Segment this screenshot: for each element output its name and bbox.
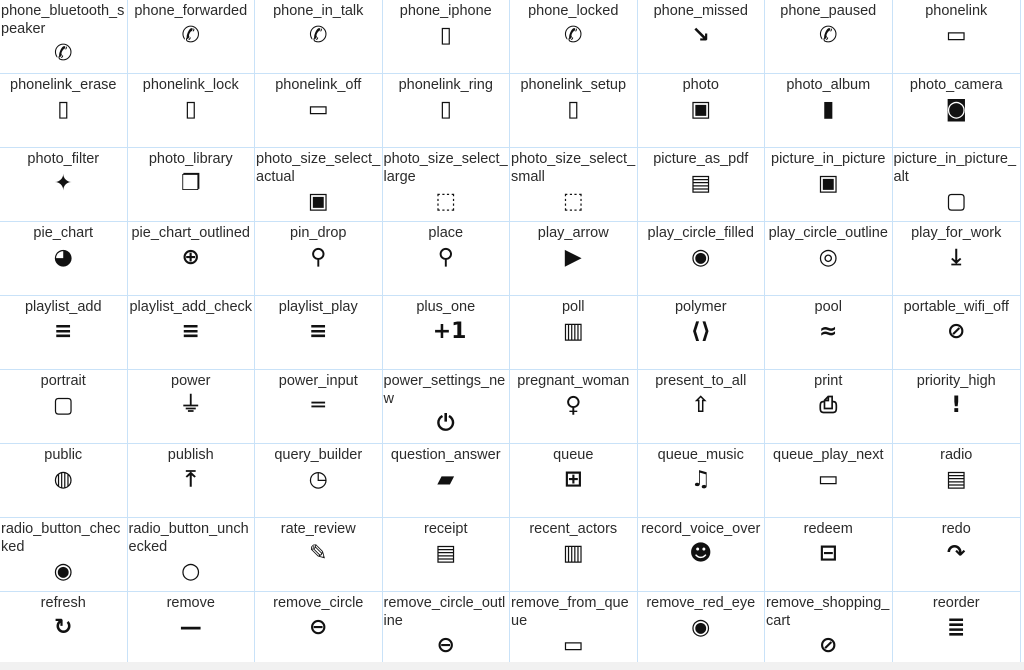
icon-cell-phone-forwarded[interactable] [128,0,256,74]
icon-cell-pie-chart[interactable] [0,222,128,296]
icon-cell-print[interactable] [765,370,893,444]
phone-forwarded-icon: ✆ [181,23,200,48]
icon-cell-remove[interactable] [128,592,256,666]
phonelink-ring-icon: ▯ [439,97,452,122]
icon-cell-radio-button-checked[interactable] [0,518,128,592]
icon-cell-queue[interactable] [510,444,638,518]
icon-cell-pool[interactable] [765,296,893,370]
place-icon: ⚲ [437,245,454,270]
icon-label: picture_in_picture_alt [893,151,1017,185]
icon-cell-phonelink-setup[interactable] [510,74,638,148]
icon-label: picture_in_picture [771,151,886,167]
icon-cell-photo-size-select-actual[interactable] [255,148,383,222]
icon-label: plus_one [416,299,476,315]
smartphone-icon: ▯ [439,23,452,48]
icon-label: play_circle_outline [768,225,888,241]
playlist-add-check-icon: ≡ [181,319,200,344]
icon-label: remove_circle [273,595,364,611]
icon-label: question_answer [390,447,501,463]
redo-icon: ↷ [947,541,966,566]
record-voice-over-icon: ☻ [689,541,713,566]
icon-label: public [44,447,83,463]
icon-label: phone_forwarded [134,3,248,19]
icon-label: picture_as_pdf [653,151,749,167]
icon-cell-photo-size-select-small[interactable] [510,148,638,222]
icon-label: query_builder [274,447,363,463]
playlist-add-icon: ≡ [54,319,73,344]
icon-cell-queue-music[interactable] [638,444,766,518]
icon-label: refresh [40,595,86,611]
icon-cell-power-input[interactable] [255,370,383,444]
icon-label: photo_filter [27,151,100,167]
phonelink-lock-icon: ▯ [184,97,197,122]
icon-label: phone_bluetooth_speaker [1,3,125,37]
priority-high-icon: ! [951,393,962,418]
icon-label: radio_button_checked [1,521,121,555]
icon-label: polymer [674,299,727,315]
polymer-icon: ⟨⟩ [690,319,711,344]
icon-label: pin_drop [290,225,347,241]
icon-label: reorder [932,595,980,611]
icon-cell-photo-album[interactable] [765,74,893,148]
icon-cell-priority-high[interactable] [893,370,1021,444]
radio-icon: ▤ [945,467,967,492]
icon-label: power_settings_new [383,373,506,407]
icon-cell-photo-library[interactable] [128,148,256,222]
icon-cell-polymer[interactable] [638,296,766,370]
icon-label: phonelink_off [275,77,362,93]
icon-label: redo [941,521,971,537]
icon-label: recent_actors [529,521,618,537]
icon-label: receipt [423,521,468,537]
icon-label: place [428,225,464,241]
icon-label: power_input [278,373,358,389]
phonelink-icon: ▭ [945,23,967,48]
icon-cell-radio[interactable] [893,444,1021,518]
icon-cell-publish[interactable] [128,444,256,518]
remove-cart-icon: ⊘ [819,633,838,658]
icon-label: phonelink_setup [520,77,627,93]
queue-icon: ⊞ [564,467,583,492]
remove-from-queue-icon: ▭ [562,633,584,658]
icon-label: play_arrow [537,225,609,241]
question-answer-icon: ▰ [437,467,455,492]
icon-label: poll [561,299,585,315]
icon-cell-reorder[interactable] [893,592,1021,666]
icon-label: play_circle_filled [647,225,754,241]
icon-cell-playlist-add-check[interactable] [128,296,256,370]
icon-label: phone_in_talk [273,3,364,19]
photo-album-icon: ▮ [822,97,835,122]
phone-missed-icon: ↘ [691,23,710,48]
photo-filter-icon: ✦ [54,171,73,196]
picture-in-picture-alt-icon: ▢ [945,189,967,214]
phonelink-off-icon: ▭ [307,97,329,122]
icon-cell-picture-as-pdf[interactable] [638,148,766,222]
icon-label: pool [814,299,842,315]
radio-unchecked-icon: ○ [181,559,201,584]
icon-label: publish [167,447,214,463]
icon-cell-redo[interactable] [893,518,1021,592]
icon-label: remove_shopping_cart [766,595,890,629]
icon-cell-play-arrow[interactable] [510,222,638,296]
icon-label: photo_size_select_actual [256,151,381,185]
icon-label: playlist_add_check [129,299,253,315]
photo-library-icon: ❐ [180,171,201,196]
icon-cell-poll[interactable] [510,296,638,370]
radio-checked-icon: ◉ [53,559,73,584]
plus-one-icon: +1 [432,319,467,344]
redeem-icon: ⊟ [819,541,838,566]
icon-cell-power[interactable] [128,370,256,444]
icon-cell-remove-shopping-cart[interactable] [765,592,893,666]
icon-cell-phone-paused[interactable] [765,0,893,74]
icon-label: remove_from_queue [511,595,629,629]
camera-icon: ◙ [945,97,967,122]
icon-label: portable_wifi_off [903,299,1009,315]
icon-label: present_to_all [655,373,747,389]
play-circle-filled-icon: ◉ [691,245,711,270]
icon-cell-portrait[interactable] [0,370,128,444]
play-for-work-icon: ⤓ [951,245,962,270]
icon-cell-remove-circle[interactable] [255,592,383,666]
poll-icon: ▥ [562,319,584,344]
icon-label: power [171,373,211,389]
photo-icon: ▣ [690,97,712,122]
icon-cell-pie-chart-outlined[interactable] [128,222,256,296]
icon-label: remove [166,595,215,611]
play-circle-outline-icon: ◎ [818,245,838,270]
icon-cell-phonelink-ring[interactable] [383,74,511,148]
queue-music-icon: ♫ [690,467,711,492]
icon-cell-phone-bluetooth-speaker[interactable] [0,0,128,74]
icon-label: photo [682,77,719,93]
icon-cell-plus-one[interactable] [383,296,511,370]
icon-label: remove_red_eye [646,595,756,611]
icon-cell-phone-in-talk[interactable] [255,0,383,74]
recent-actors-icon: ▥ [562,541,584,566]
eye-icon: ◉ [691,615,711,640]
publish-icon: ⤒ [185,467,196,492]
icon-label: rate_review [280,521,356,537]
icon-label: queue_play_next [773,447,884,463]
reorder-icon: ≣ [947,615,966,640]
icon-cell-photo-filter[interactable] [0,148,128,222]
icon-cell-power-settings-new[interactable] [383,370,511,444]
icon-cell-photo[interactable] [638,74,766,148]
icon-cell-play-circle-filled[interactable] [638,222,766,296]
icon-cell-phonelink-lock[interactable] [128,74,256,148]
clock-icon: ◷ [308,467,328,492]
icon-label: photo_library [148,151,233,167]
rate-review-icon: ✎ [309,541,328,566]
icon-cell-photo-size-select-large[interactable] [383,148,511,222]
icon-label: pie_chart [33,225,94,241]
icon-cell-rate-review[interactable] [255,518,383,592]
icon-cell-receipt[interactable] [383,518,511,592]
phone-in-talk-icon: ✆ [309,23,328,48]
icon-label: print [814,373,843,389]
icon-cell-remove-from-queue[interactable] [510,592,638,666]
icon-label: photo_album [786,77,871,93]
power-plug-icon: ⏚ [179,393,202,418]
play-arrow-icon: ▶ [564,245,582,270]
icon-label: photo_size_select_small [511,151,636,185]
icon-cell-playlist-play[interactable] [255,296,383,370]
pdf-icon: ▤ [690,171,712,196]
remove-circle-icon: ⊖ [309,615,328,640]
bottom-bar [0,662,1024,670]
pin-drop-icon: ⚲ [310,245,327,270]
pregnant-woman-icon: ♀ [565,393,582,418]
picture-in-picture-icon: ▣ [817,171,839,196]
icon-label: photo_camera [909,77,1003,93]
pool-icon: ≈ [819,319,838,344]
icon-cell-phonelink-off[interactable] [255,74,383,148]
icon-cell-phone-iphone[interactable] [383,0,511,74]
icon-cell-phonelink-erase[interactable] [0,74,128,148]
icon-cell-redeem[interactable] [765,518,893,592]
photo-icon: ▣ [307,189,329,214]
remove-icon: — [179,615,202,640]
photo-size-small-icon: ⬚ [562,189,584,214]
icon-cell-pin-drop[interactable] [255,222,383,296]
icon-cell-question-answer[interactable] [383,444,511,518]
phone-paused-icon: ✆ [819,23,838,48]
queue-play-next-icon: ▭ [817,467,839,492]
photo-size-large-icon: ⬚ [435,189,457,214]
pie-chart-icon: ◕ [53,245,73,270]
phone-locked-icon: ✆ [564,23,583,48]
icon-label: priority_high [916,373,996,389]
globe-icon: ◍ [53,467,73,492]
playlist-play-icon: ≡ [309,319,328,344]
power-input-icon: ═ [311,393,325,418]
present-to-all-icon: ⇧ [691,393,710,418]
icon-cell-queue-play-next[interactable] [765,444,893,518]
icon-cell-picture-in-picture[interactable] [765,148,893,222]
icon-cell-remove-circle-outline[interactable] [383,592,511,666]
icon-cell-public[interactable] [0,444,128,518]
icon-cell-phone-missed[interactable] [638,0,766,74]
icon-label: queue [553,447,594,463]
icon-cell-place[interactable] [383,222,511,296]
phonelink-setup-icon: ▯ [567,97,580,122]
icon-label: phone_paused [780,3,877,19]
icon-cell-remove-red-eye[interactable] [638,592,766,666]
pie-chart-outlined-icon: ⊕ [181,245,200,270]
icon-cell-phonelink[interactable] [893,0,1021,74]
icon-label: photo_size_select_large [383,151,508,185]
phonelink-erase-icon: ▯ [57,97,70,122]
icon-cell-present-to-all[interactable] [638,370,766,444]
icon-label: phonelink_erase [10,77,117,93]
icon-label: phone_iphone [399,3,492,19]
icon-label: phonelink [925,3,988,19]
icon-cell-pregnant-woman[interactable] [510,370,638,444]
icon-label: pregnant_woman [517,373,630,389]
icon-label: record_voice_over [641,521,761,537]
icon-cell-record-voice-over[interactable] [638,518,766,592]
icon-cell-recent-actors[interactable] [510,518,638,592]
icon-label: phonelink_lock [142,77,239,93]
icon-label: play_for_work [911,225,1002,241]
icon-label: queue_music [657,447,744,463]
icon-cell-play-for-work[interactable] [893,222,1021,296]
icon-cell-refresh[interactable] [0,592,128,666]
power-icon: ⏻ [437,411,455,436]
icon-cell-playlist-add[interactable] [0,296,128,370]
print-icon: ⎙ [819,393,838,418]
icon-cell-query-builder[interactable] [255,444,383,518]
icon-label: playlist_play [278,299,358,315]
icon-label: radio_button_unchecked [128,521,249,555]
icon-cell-play-circle-outline[interactable] [765,222,893,296]
icon-cell-portable-wifi-off[interactable] [893,296,1021,370]
icon-label: redeem [803,521,853,537]
phone-bluetooth-icon: ✆ [54,41,73,66]
wifi-off-icon: ⊘ [947,319,966,344]
icon-label: portrait [40,373,86,389]
icon-label: playlist_add [24,299,102,315]
icon-label: phonelink_ring [398,77,493,93]
icon-cell-picture-in-picture-alt[interactable] [893,148,1021,222]
icon-label: pie_chart_outlined [131,225,250,241]
icon-label: remove_circle_outline [383,595,506,629]
remove-circle-outline-icon: ⊖ [436,633,455,658]
receipt-icon: ▤ [435,541,457,566]
icon-label: phone_missed [653,3,748,19]
icon-label: phone_locked [528,3,619,19]
icon-cell-radio-button-unchecked[interactable] [128,518,256,592]
icon-cell-phone-locked[interactable] [510,0,638,74]
icon-cell-photo-camera[interactable] [893,74,1021,148]
refresh-icon: ↻ [54,615,73,640]
icon-label: radio [940,447,973,463]
portrait-icon: ▢ [52,393,74,418]
